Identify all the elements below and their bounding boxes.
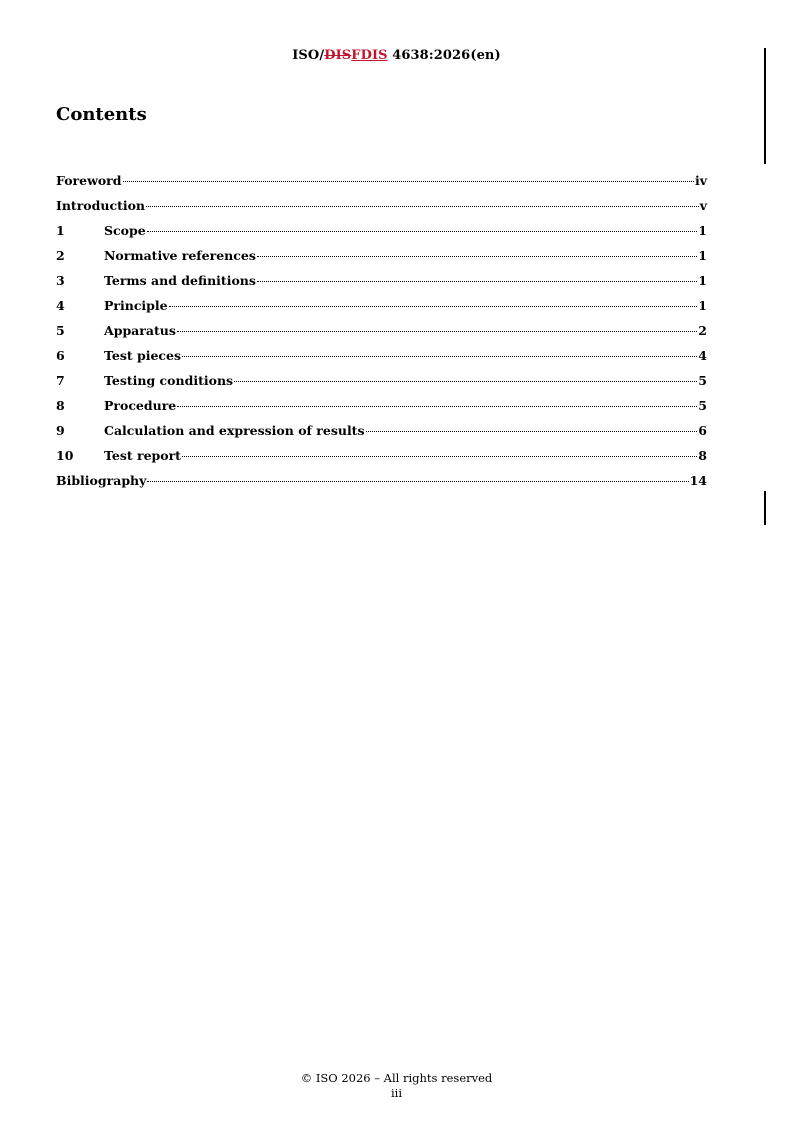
toc-entry-label: Principle — [104, 298, 168, 313]
toc-entry-number: 6 — [56, 348, 65, 363]
toc-entry-foreword[interactable] — [56, 173, 707, 198]
toc-entry-procedure[interactable] — [56, 398, 707, 423]
toc-entry-number: 10 — [56, 448, 74, 463]
toc-entry-page: 1 — [698, 298, 707, 313]
toc-entry-testing-conditions[interactable] — [56, 373, 707, 398]
toc-entry-label: Bibliography — [56, 473, 147, 488]
toc-leader-dots — [257, 281, 697, 282]
toc-entry-scope[interactable] — [56, 223, 707, 248]
document-header — [0, 48, 793, 63]
toc-leader-dots — [234, 381, 697, 382]
toc-entry-number: 7 — [56, 373, 65, 388]
toc-entry-test-report[interactable] — [56, 448, 707, 473]
toc-leader-dots — [257, 256, 697, 257]
header-suffix: 4638:2026(en) — [387, 48, 501, 63]
toc-entry-label: Foreword — [56, 173, 122, 188]
header-prefix: ISO/ — [292, 48, 325, 63]
header-deleted-text: DIS — [324, 48, 352, 63]
toc-leader-dots — [182, 456, 697, 457]
toc-entry-page: 4 — [698, 348, 707, 363]
toc-entry-page: 1 — [698, 273, 707, 288]
toc-entry-label: Normative references — [104, 248, 256, 263]
toc-entry-page: 5 — [698, 373, 707, 388]
toc-entry-number: 1 — [56, 223, 65, 238]
toc-entry-label: Test report — [104, 448, 181, 463]
toc-entry-introduction[interactable] — [56, 198, 707, 223]
toc-leader-dots — [147, 481, 688, 482]
toc-entry-label: Apparatus — [104, 323, 176, 338]
toc-entry-label: Calculation and expression of results — [104, 423, 365, 438]
page-title: Contents — [56, 104, 147, 125]
toc-entry-number: 4 — [56, 298, 65, 313]
toc-entry-label: Scope — [104, 223, 146, 238]
change-bar-bottom — [764, 491, 766, 525]
page-number: iii — [390, 1086, 403, 1100]
copyright-notice: © ISO 2026 – All rights reserved — [300, 1071, 493, 1085]
toc-leader-dots — [169, 306, 698, 307]
toc-entry-number: 5 — [56, 323, 65, 338]
toc-entry-label: Introduction — [56, 198, 146, 213]
toc-entry-terms-and-definitions[interactable] — [56, 273, 707, 298]
header-inserted-text: FDIS — [351, 48, 388, 63]
toc-entry-normative-references[interactable] — [56, 248, 707, 273]
toc-leader-dots — [182, 356, 697, 357]
toc-entry-label: Testing conditions — [104, 373, 234, 388]
change-bar-top — [764, 48, 766, 164]
toc-leader-dots — [147, 231, 698, 232]
toc-entry-label: Test pieces — [104, 348, 182, 363]
toc-entry-page: 14 — [689, 473, 707, 488]
toc-entry-number: 2 — [56, 248, 65, 263]
toc-entry-test-pieces[interactable] — [56, 348, 707, 373]
toc-entry-page: iv — [694, 173, 707, 188]
toc-entry-page: 1 — [698, 248, 707, 263]
toc-entry-page: 6 — [698, 423, 707, 438]
toc-entry-page: 8 — [698, 448, 707, 463]
toc-entry-number: 8 — [56, 398, 65, 413]
toc-entry-page: v — [699, 198, 707, 213]
toc-leader-dots — [177, 331, 697, 332]
toc-leader-dots — [123, 181, 694, 182]
toc-leader-dots — [177, 406, 697, 407]
toc-entry-page: 2 — [698, 323, 707, 338]
toc-entry-number: 3 — [56, 273, 65, 288]
page-footer — [0, 1071, 793, 1101]
toc-entry-apparatus[interactable] — [56, 323, 707, 348]
toc-entry-page: 1 — [698, 223, 707, 238]
toc-entry-label: Terms and definitions — [104, 273, 256, 288]
toc-leader-dots — [366, 431, 698, 432]
toc-entry-calculation-and-expression-of-results[interactable] — [56, 423, 707, 448]
toc-entry-number: 9 — [56, 423, 65, 438]
toc-entry-page: 5 — [698, 398, 707, 413]
toc-entry-bibliography[interactable] — [56, 473, 707, 498]
table-of-contents — [56, 173, 707, 498]
toc-leader-dots — [146, 206, 699, 207]
toc-entry-label: Procedure — [104, 398, 177, 413]
toc-entry-principle[interactable] — [56, 298, 707, 323]
